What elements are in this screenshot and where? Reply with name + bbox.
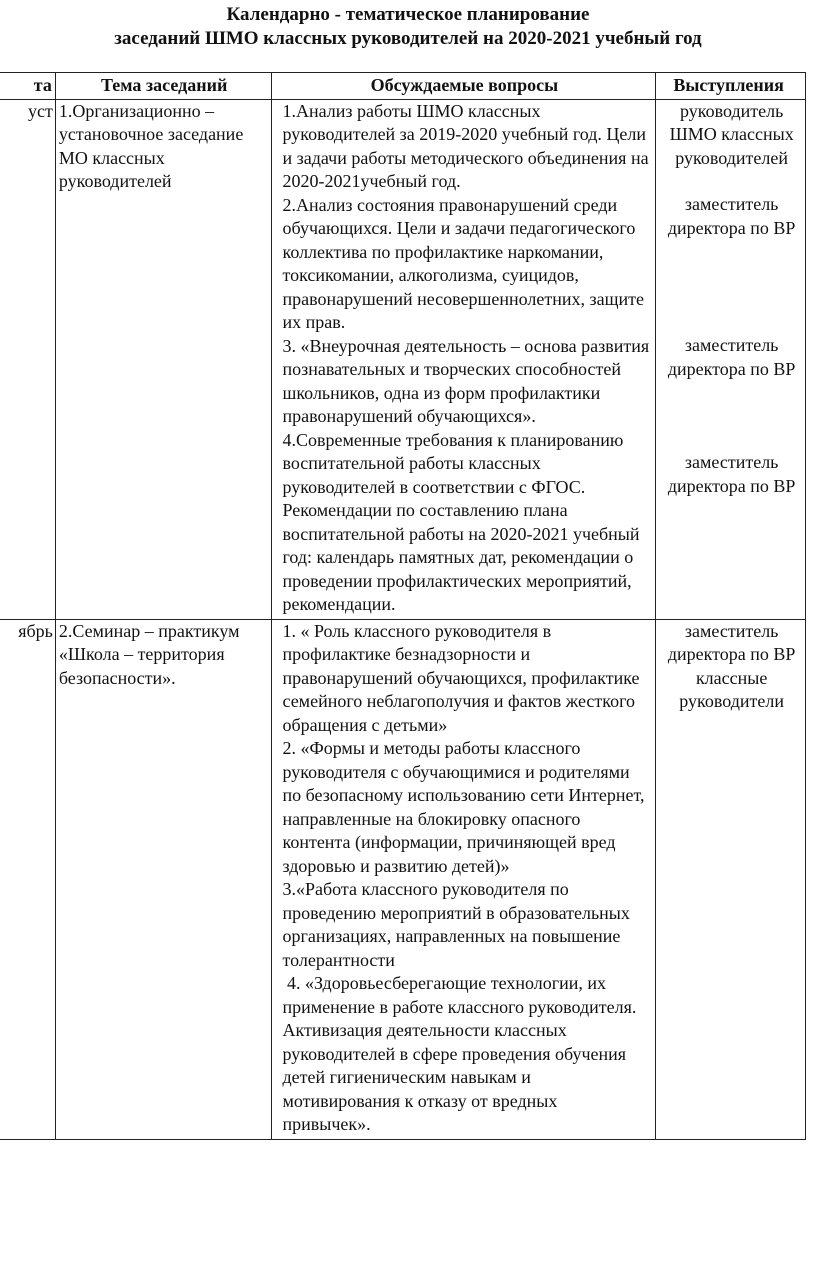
question-item: 3.«Работа классного руководителя по проведению мероприятий в образовательных организациях, направленных на повышение толерантности bbox=[282, 879, 630, 970]
column-header-speakers: Выступления bbox=[656, 73, 806, 100]
question-item: 2.Анализ состояния правонарушений среди обучающихся. Цели и задачи педагогического коллектива по профилактике наркомании, токсикомании, алкоголизма, суицидов, правонарушений несовершеннолетних, защите их прав. bbox=[282, 194, 644, 332]
page-title: Календарно - тематическое планирование bbox=[226, 4, 590, 25]
row-topic: 2.Семинар – практикум «Школа – территория безопасности». bbox=[55, 619, 272, 1139]
question-item: 3. «Внеурочная деятельность – основа развития познавательных и творческих способностей школьников, одна из форм профилактики правонарушений обучающихся». bbox=[282, 335, 650, 426]
speaker-item: заместитель директора по ВР bbox=[667, 335, 796, 379]
row-speakers bbox=[656, 99, 806, 619]
row-date: уст bbox=[0, 99, 55, 619]
table-row bbox=[0, 99, 806, 619]
question-item: 4. «Здоровьесберегающие технологии, их применение в работе классного руководителя. Активизация деятельности классных руководителей в сфере проведения обучения детей гигиеническим навыкам и мотивирования к отказу от вредных привычек». bbox=[282, 973, 641, 1134]
table-row bbox=[0, 619, 806, 1139]
row-topic: 1.Организационно – установочное заседание МО классных руководителей bbox=[55, 99, 272, 619]
question-item: 1. « Роль классного руководителя в профилактике безнадзорности и правонарушений обучающихся, профилактике семейного неблагополучия и фактов жесткого обращения с детьми» bbox=[282, 620, 640, 735]
page-subtitle: заседаний ШМО классных руководителей на 2020-2021 учебный год bbox=[114, 28, 702, 49]
question-item: 4.Современные требования к планированию воспитательной работы классных руководителей в соответствии с ФГОС. Рекомендации по составлению плана воспитательной работы на 2020-2021 учебный год: календарь памятных дат, рекомендации о проведении профилактических мероприятий, рекомендации. bbox=[282, 429, 640, 614]
column-header-topic: Тема заседаний bbox=[55, 73, 272, 100]
column-header-questions: Обсуждаемые вопросы bbox=[272, 73, 656, 100]
row-questions bbox=[272, 619, 656, 1139]
question-item: 2. «Формы и методы работы классного руководителя с обучающимися и родителями по безопасному использованию сети Интернет, направленные на блокировку опасного контента (информации, причиняющей вред здоровью и развитию детей)» bbox=[282, 738, 645, 876]
table-header-row bbox=[0, 73, 806, 100]
speaker-item: заместитель директора по ВР bbox=[667, 194, 796, 238]
row-date: ябрь bbox=[0, 619, 55, 1139]
question-item: 1.Анализ работы ШМО классных руководителей за 2019-2020 учебный год. Цели и задачи работы методического объединения на 2020-2021учебный год. bbox=[282, 100, 649, 191]
planning-table bbox=[0, 72, 806, 1140]
speaker-item: заместитель директора по ВР классные руководители bbox=[667, 620, 796, 711]
speaker-item: руководитель ШМО классных руководителей bbox=[669, 100, 794, 168]
row-questions bbox=[272, 99, 656, 619]
row-speakers bbox=[656, 619, 806, 1139]
speaker-item: заместитель директора по ВР bbox=[667, 452, 796, 496]
column-header-date: та bbox=[0, 73, 55, 100]
